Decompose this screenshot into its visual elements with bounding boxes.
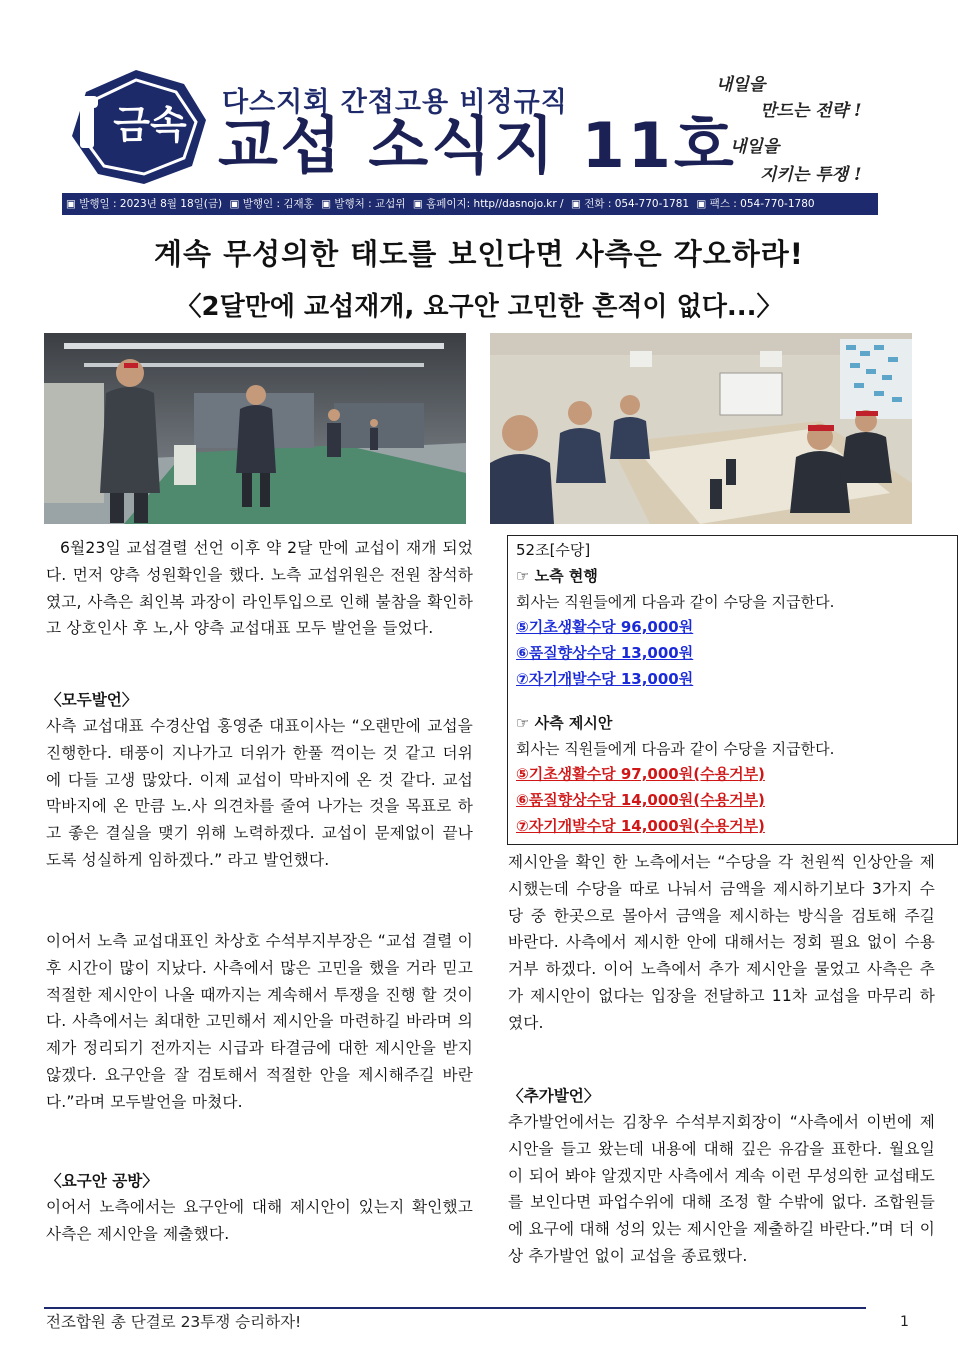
slogan-line-3: 내일을 [730,137,780,157]
labor-item-self-development: ⑦자기개발수당 13,000원 [516,669,694,688]
company-item-basic-living: ⑤기초생활수당 97,000원(수용거부) [516,765,765,784]
labor-response-paragraph: 제시안을 확인 한 노측에서는 “수당을 각 천원씩 인상안을 제시했는데 수당을 따로 나눠서 금액을 제시하기보다 3가지 수당 중 한곳으로 몰아서 금액을 제시하는 방식을 검토해 주길 바란다. 사측에서 제시한 안에 대해서는 정회 필요 없이 수용거부 하겠다. 이어 노측에서 추가 제시안을 물었고 사측은 추가 제시안이 없다는 입장을 전달하고 11차 교섭을 마무리 하였다. [508,853,935,1032]
opening-remarks-labor: 이어서 노측 교섭대표인 차상호 수석부지부장은 “교섭 결렬 이 후 시간이 많이 지났다. 사측에서 많은 고민을 했을 거라 믿고 적절한 제시안이 나올 때까지는 계속해서 투쟁을 진행 할 것이다. 사측에서는 최대한 고민해서 제시안을 마련하길 바라며 의제가 정리되기 전까지는 시급과 타결금에 대한 제시안을 받지 않겠다. 요구안을 잘 검토해서 적절한 안을 제시해주길 바란다.”라며 모두발언을 마쳤다. [46,932,473,1111]
labor-current-desc: 회사는 직원들에게 다음과 같이 수당을 지급한다. [516,592,835,611]
info-fax: ▣ 팩스 : 054-770-1780 [696,198,815,210]
logo-text: 금속 [113,103,187,147]
info-issuer: ▣ 발행처 : 교섭위 [321,198,406,210]
subheadline: 〈2달만에 교섭재개, 요구안 고민한 흔적이 없다...〉 [175,292,783,322]
company-item-self-development: ⑦자기개발수당 14,000원(수용거부) [516,816,765,835]
demand-debate-paragraph: 이어서 노측에서는 요구안에 대해 제시안이 있는지 확인했고 사측은 제시안을 제출했다. [46,1198,473,1243]
company-proposal-desc: 회사는 직원들에게 다음과 같이 수당을 지급한다. [516,739,835,758]
headline: 계속 무성의한 태도를 보인다면 사측은 각오하라! [154,237,804,271]
slogan-line-4: 지키는 투쟁 ! [760,165,862,185]
footer-slogan: 전조합원 총 단결로 23투쟁 승리하자! [46,1313,302,1331]
info-issue-date: ▣ 발행일 : 2023년 8월 18일(금) [66,198,223,210]
slogan-line-1: 내일을 [716,75,766,95]
intro-paragraph: 6월23일 교섭결렬 선언 이후 약 2달 만에 교섭이 재개 되었다. 먼저 양측 성원확인을 했다. 노측 교섭위원은 전원 참석하였고, 사측은 최인복 과장이 라인투입으로 인해 불참을 확인하고 상호인사 후 노,사 양측 교섭대표 모두 발언을 들었다. [46,539,473,638]
footer-divider [44,1307,866,1309]
clause-52-box [507,535,958,845]
info-publisher: ▣ 발행인 : 김재홍 [229,198,314,210]
newsletter-title: 교섭 소식지 11호 [218,109,737,182]
clause-title: 52조[수당] [516,541,591,559]
section-title-opening-remarks: 〈모두발언〉 [46,691,138,709]
additional-remarks-paragraph: 추가발언에서는 김창우 수석부지회장이 “사측에서 이번에 제시안을 들고 왔는데 내용에 대해 깊은 유감을 표한다. 월요일이 되어 봐야 알겠지만 사측에서 계속 이런 무성의한 교섭태도를 보인다면 파업수위에 대해 조정 할 수밖에 없다. 조합원들에 요구에 대해 성의 있는 제시안을 제출하길 바란다.”며 더 이상 추가발언 없이 교섭을 종료했다. [508,1113,935,1265]
photo-negotiation-meeting [490,333,912,524]
company-item-quality: ⑥품질향상수당 14,000원(수용거부) [516,791,765,810]
opening-remarks-company: 사측 교섭대표 수경산업 홍영준 대표이사는 “오랜만에 교섭을 진행한다. 태풍이 지나가고 더위가 한풀 꺽이는 것 같고 더위에 다들 고생 많았다. 이제 교섭이 막바지에 온 것 같다. 교섭 막바지에 온 만큼 노.사 의견차를 줄여 나가는 것을 목표로 하고 좋은 결실을 맺기 위해 노력하겠다. 교섭이 문제없이 끝나도록 성실하게 임하겠다.” 라고 발언했다. [46,717,473,869]
company-proposal-heading: ☞ 사측 제시안 [516,713,613,732]
page-number: 1 [900,1314,909,1330]
section-title-additional-remarks: 〈추가발언〉 [508,1087,600,1105]
newsletter-subtitle: 다스지회 간접고용 비정규직 [222,87,568,118]
union-logo [64,62,214,188]
publication-info-bar [62,193,878,215]
slogan-line-2: 만드는 전략 ! [760,101,862,121]
labor-item-basic-living: ⑤기초생활수당 96,000원 [516,618,694,637]
info-homepage[interactable]: ▣ 홈페이지: http//dasnojo.kr / [412,198,564,210]
info-phone: ▣ 전화 : 054-770-1781 [570,198,690,210]
section-title-demand-debate: 〈요구안 공방〉 [46,1172,158,1190]
photo-factory-protest [44,333,466,524]
labor-current-heading: ☞ 노측 현행 [516,566,598,585]
labor-item-quality: ⑥품질향상수당 13,000원 [516,644,694,663]
